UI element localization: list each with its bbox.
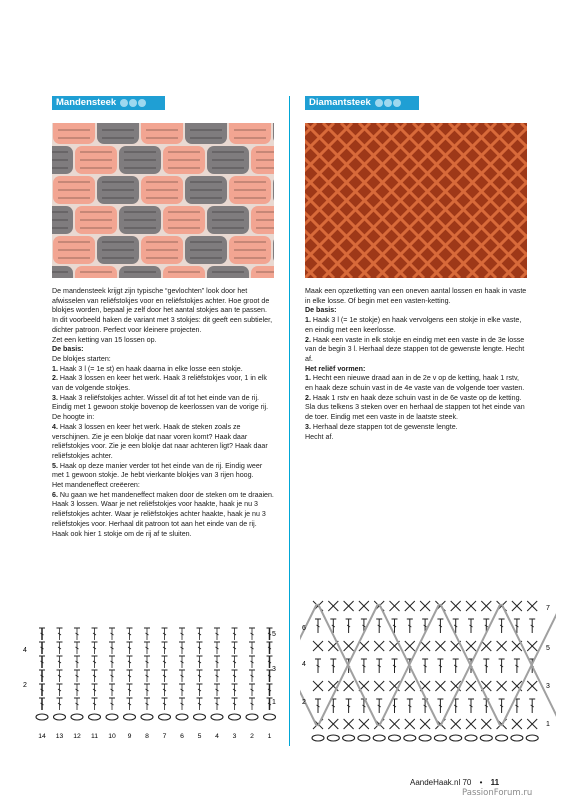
step-number: 6. [52, 490, 58, 499]
row-label: 5 [272, 631, 276, 638]
step-text: Hecht een nieuwe draad aan in de 2e v op de ketting, haak 1 rstv, en haak deze schuin vast in de 4e vaste van de volgende toer vasten. [305, 374, 525, 393]
page-number: 11 [490, 778, 500, 787]
step-number: 2. [305, 393, 311, 402]
instruction-paragraph [52, 365, 274, 375]
instruction-heading: Het reliëf vormen: [305, 364, 366, 373]
step-text: Herhaal deze stappen tot de gewenste lengte. [310, 422, 458, 431]
step-text: Haak 3 l (= 1e st) en haak daarna in elke losse een stokje. [57, 364, 243, 373]
column-divider [289, 96, 290, 746]
watermark: PassionForum.ru [462, 788, 533, 798]
instruction-paragraph [305, 374, 527, 393]
instruction-paragraph [52, 287, 274, 336]
difficulty-dots [120, 99, 146, 107]
step-text: Hecht af. [305, 432, 334, 441]
chain-stitch-symbol [54, 714, 66, 720]
step-text: Haak 3 reliëfstokjes achter. Wissel dit af tot het einde van de rij. Eindig met 1 gewoon stokje bovenop de keerlossen van de vorige rij. [52, 393, 269, 412]
chain-stitch-symbol [194, 714, 206, 720]
row-label: 1 [546, 721, 550, 728]
column-number: 4 [215, 733, 219, 740]
column-number: 6 [180, 733, 184, 740]
column-number: 8 [145, 733, 149, 740]
column-number: 9 [127, 733, 132, 740]
page-footer [410, 778, 499, 787]
chain-stitch-symbol [511, 735, 523, 741]
row-label: 3 [546, 683, 550, 690]
step-number: 1. [305, 316, 311, 325]
row-label: 2 [23, 682, 27, 689]
column-number: 1 [267, 733, 272, 740]
step-number: 1. [52, 364, 58, 373]
chain-stitch-symbol [496, 735, 508, 741]
section-title: Diamantsteek [309, 97, 371, 108]
instruction-paragraph [52, 336, 274, 346]
chain-stitch-symbol [465, 735, 477, 741]
instruction-paragraph [52, 394, 274, 413]
chain-stitch-symbol [389, 735, 401, 741]
diamantsteek-instructions [305, 287, 527, 442]
instruction-paragraph [52, 481, 274, 491]
instruction-paragraph [305, 306, 527, 316]
row-label: 4 [23, 647, 27, 654]
column-number: 2 [250, 733, 254, 740]
row-label: 4 [302, 661, 306, 668]
yarn-block [185, 123, 227, 144]
step-text: De hoogte in: [52, 413, 95, 422]
instruction-paragraph [52, 423, 274, 462]
difficulty-dots [375, 99, 401, 107]
section-header-mandensteek [52, 96, 165, 110]
chain-stitch-symbol [264, 714, 276, 720]
chain-stitch-symbol [450, 735, 462, 741]
row-label: 1 [272, 699, 276, 706]
step-text: Haak 3 lossen en keer het werk. Haak de steken zoals ze verschijnen. Zie je een blokje dat naar voren komt? Haak daar reliëfstokjes voor. Zie je een blokje dat naar achteren ligt? Haak daar reliëfstokjes achter. [52, 422, 268, 460]
step-text: Het mandeneffect creëeren: [52, 481, 140, 490]
instruction-paragraph [305, 365, 527, 375]
row-label: 5 [546, 645, 550, 652]
mandensteek-chart [20, 622, 288, 746]
instruction-paragraph [52, 491, 274, 540]
chain-stitch-symbol [159, 714, 171, 720]
chain-stitch-symbol [373, 735, 385, 741]
magazine-name: AandeHaak.nl 70 [410, 778, 472, 787]
row-label: 3 [272, 666, 276, 673]
column-number: 12 [73, 733, 81, 740]
chain-stitch-symbol [480, 735, 492, 741]
section-title: Mandensteek [56, 97, 117, 108]
yarn-block [141, 123, 183, 144]
step-text: De blokjes starten: [52, 354, 111, 363]
chain-stitch-symbol [343, 735, 355, 741]
step-number: 1. [305, 374, 311, 383]
instruction-paragraph [305, 316, 527, 335]
instruction-paragraph [305, 433, 527, 443]
chain-stitch-symbol [36, 714, 48, 720]
column-number: 14 [38, 733, 46, 740]
instruction-paragraph [52, 374, 274, 393]
step-text: De mandensteek krijgt zijn typische “gevlochten” look door het afwisselen van reliëfstokjes voor en reliëfstokjes achter. Hoe groot de blokjes worden, bepaal je zelf door het aantal stokjes aan te passen. In dit voorbeeld haken de variant met 3 stokjes: dit geeft een subtieler, dichter patroon. Perfect voor kleinere projecten. [52, 287, 273, 334]
step-number: 5. [52, 461, 58, 470]
chain-stitch-symbol [71, 714, 83, 720]
chain-stitch-symbol [106, 714, 118, 720]
step-text: Haak 3 l (= 1e stokje) en haak vervolgens een stokje in elke vaste, en eindig met een keerlosse. [305, 316, 522, 334]
instruction-paragraph [305, 287, 527, 306]
footer-bullet: • [479, 778, 483, 787]
chain-stitch-symbol [419, 735, 431, 741]
mandensteek-instructions [52, 287, 274, 539]
diamond-stitch-image [305, 123, 527, 278]
chain-stitch-symbol [358, 735, 370, 741]
step-text: Haak op deze manier verder tot het einde van de rij. Eindig weer met 1 gewoon stokje. Je hebt vierkante blokjes van 3 rijen hoog. [52, 461, 263, 480]
chain-stitch-symbol [89, 714, 101, 720]
column-number: 10 [108, 733, 116, 740]
column-number: 11 [90, 733, 99, 740]
diamantsteek-chart [300, 596, 556, 746]
chain-stitch-symbol [246, 714, 258, 720]
diamond-stitch-photo [305, 123, 527, 278]
instruction-paragraph [305, 394, 527, 423]
instruction-paragraph [52, 345, 274, 355]
step-number: 4. [52, 422, 58, 431]
step-text: Zet een ketting van 15 lossen op. [52, 335, 157, 344]
column-number: 13 [55, 733, 64, 740]
instruction-paragraph [52, 462, 274, 481]
yarn-block [53, 123, 95, 144]
instruction-paragraph [52, 413, 274, 423]
chain-stitch-symbol [526, 735, 538, 741]
instruction-heading: De basis: [52, 345, 84, 354]
row-label: 7 [546, 605, 550, 612]
chain-stitch-symbol [312, 735, 324, 741]
row-label: 2 [302, 699, 306, 706]
step-number: 3. [52, 393, 58, 402]
column-number: 7 [162, 733, 167, 740]
column-number: 3 [232, 733, 237, 740]
column-number: 5 [197, 733, 202, 740]
yarn-block [229, 123, 271, 144]
row-label: 6 [302, 625, 306, 632]
step-number: 2. [52, 374, 58, 383]
step-number: 2. [305, 335, 311, 344]
chain-stitch-symbol [124, 714, 136, 720]
step-text: Haak een vaste in elk stokje en eindig met een vaste in de 3e losse van de begin 3 l. Herhaal deze stappen tot de gewenste lengte. Hecht af. [305, 335, 525, 363]
step-number: 3. [305, 422, 311, 431]
chain-stitch-symbol [434, 735, 446, 741]
step-text: Haak 1 rstv en haak deze schuin vast in de 6e vaste op de ketting. Sla dus telkens 3 steken over en herhaal de stappen tot het einde van de toer. Eindig met een vaste in de laatste steek. [305, 393, 525, 422]
chain-stitch-symbol [229, 714, 241, 720]
instruction-paragraph [305, 423, 527, 433]
chain-stitch-symbol [404, 735, 416, 741]
chain-stitch-symbol [141, 714, 153, 720]
step-text: Maak een opzetketting van een oneven aantal lossen en haak in vaste in elke losse. Of begin met een vasten-ketting. [305, 287, 527, 305]
step-text: Nu gaan we het mandeneffect maken door de steken om te draaien. Haak 3 lossen. Waar je net reliëfstokjes voor haakte, haak je nu 3 reliëfstokjes achter. Waar je reliëfstokjes achter haakte, haak je nu 3 reliëfstokjes voor. Herhaal dit patroon tot aan het einde van de rij. Haak ook hier 1 stokje om de rij af te sluiten. [52, 490, 274, 538]
basket-stitch-image [52, 123, 274, 278]
instruction-paragraph [305, 336, 527, 365]
chain-stitch-symbol [327, 735, 339, 741]
chain-stitch-symbol [176, 714, 188, 720]
instruction-paragraph [52, 355, 274, 365]
section-header-diamantsteek [305, 96, 419, 110]
yarn-block [97, 123, 139, 144]
chain-stitch-symbol [211, 714, 223, 720]
step-text: Haak 3 lossen en keer het werk. Haak 3 reliëfstokjes voor, 1 in elk van de volgende stokjes. [52, 374, 267, 393]
instruction-heading: De basis: [305, 306, 337, 315]
basket-stitch-photo [52, 123, 274, 278]
